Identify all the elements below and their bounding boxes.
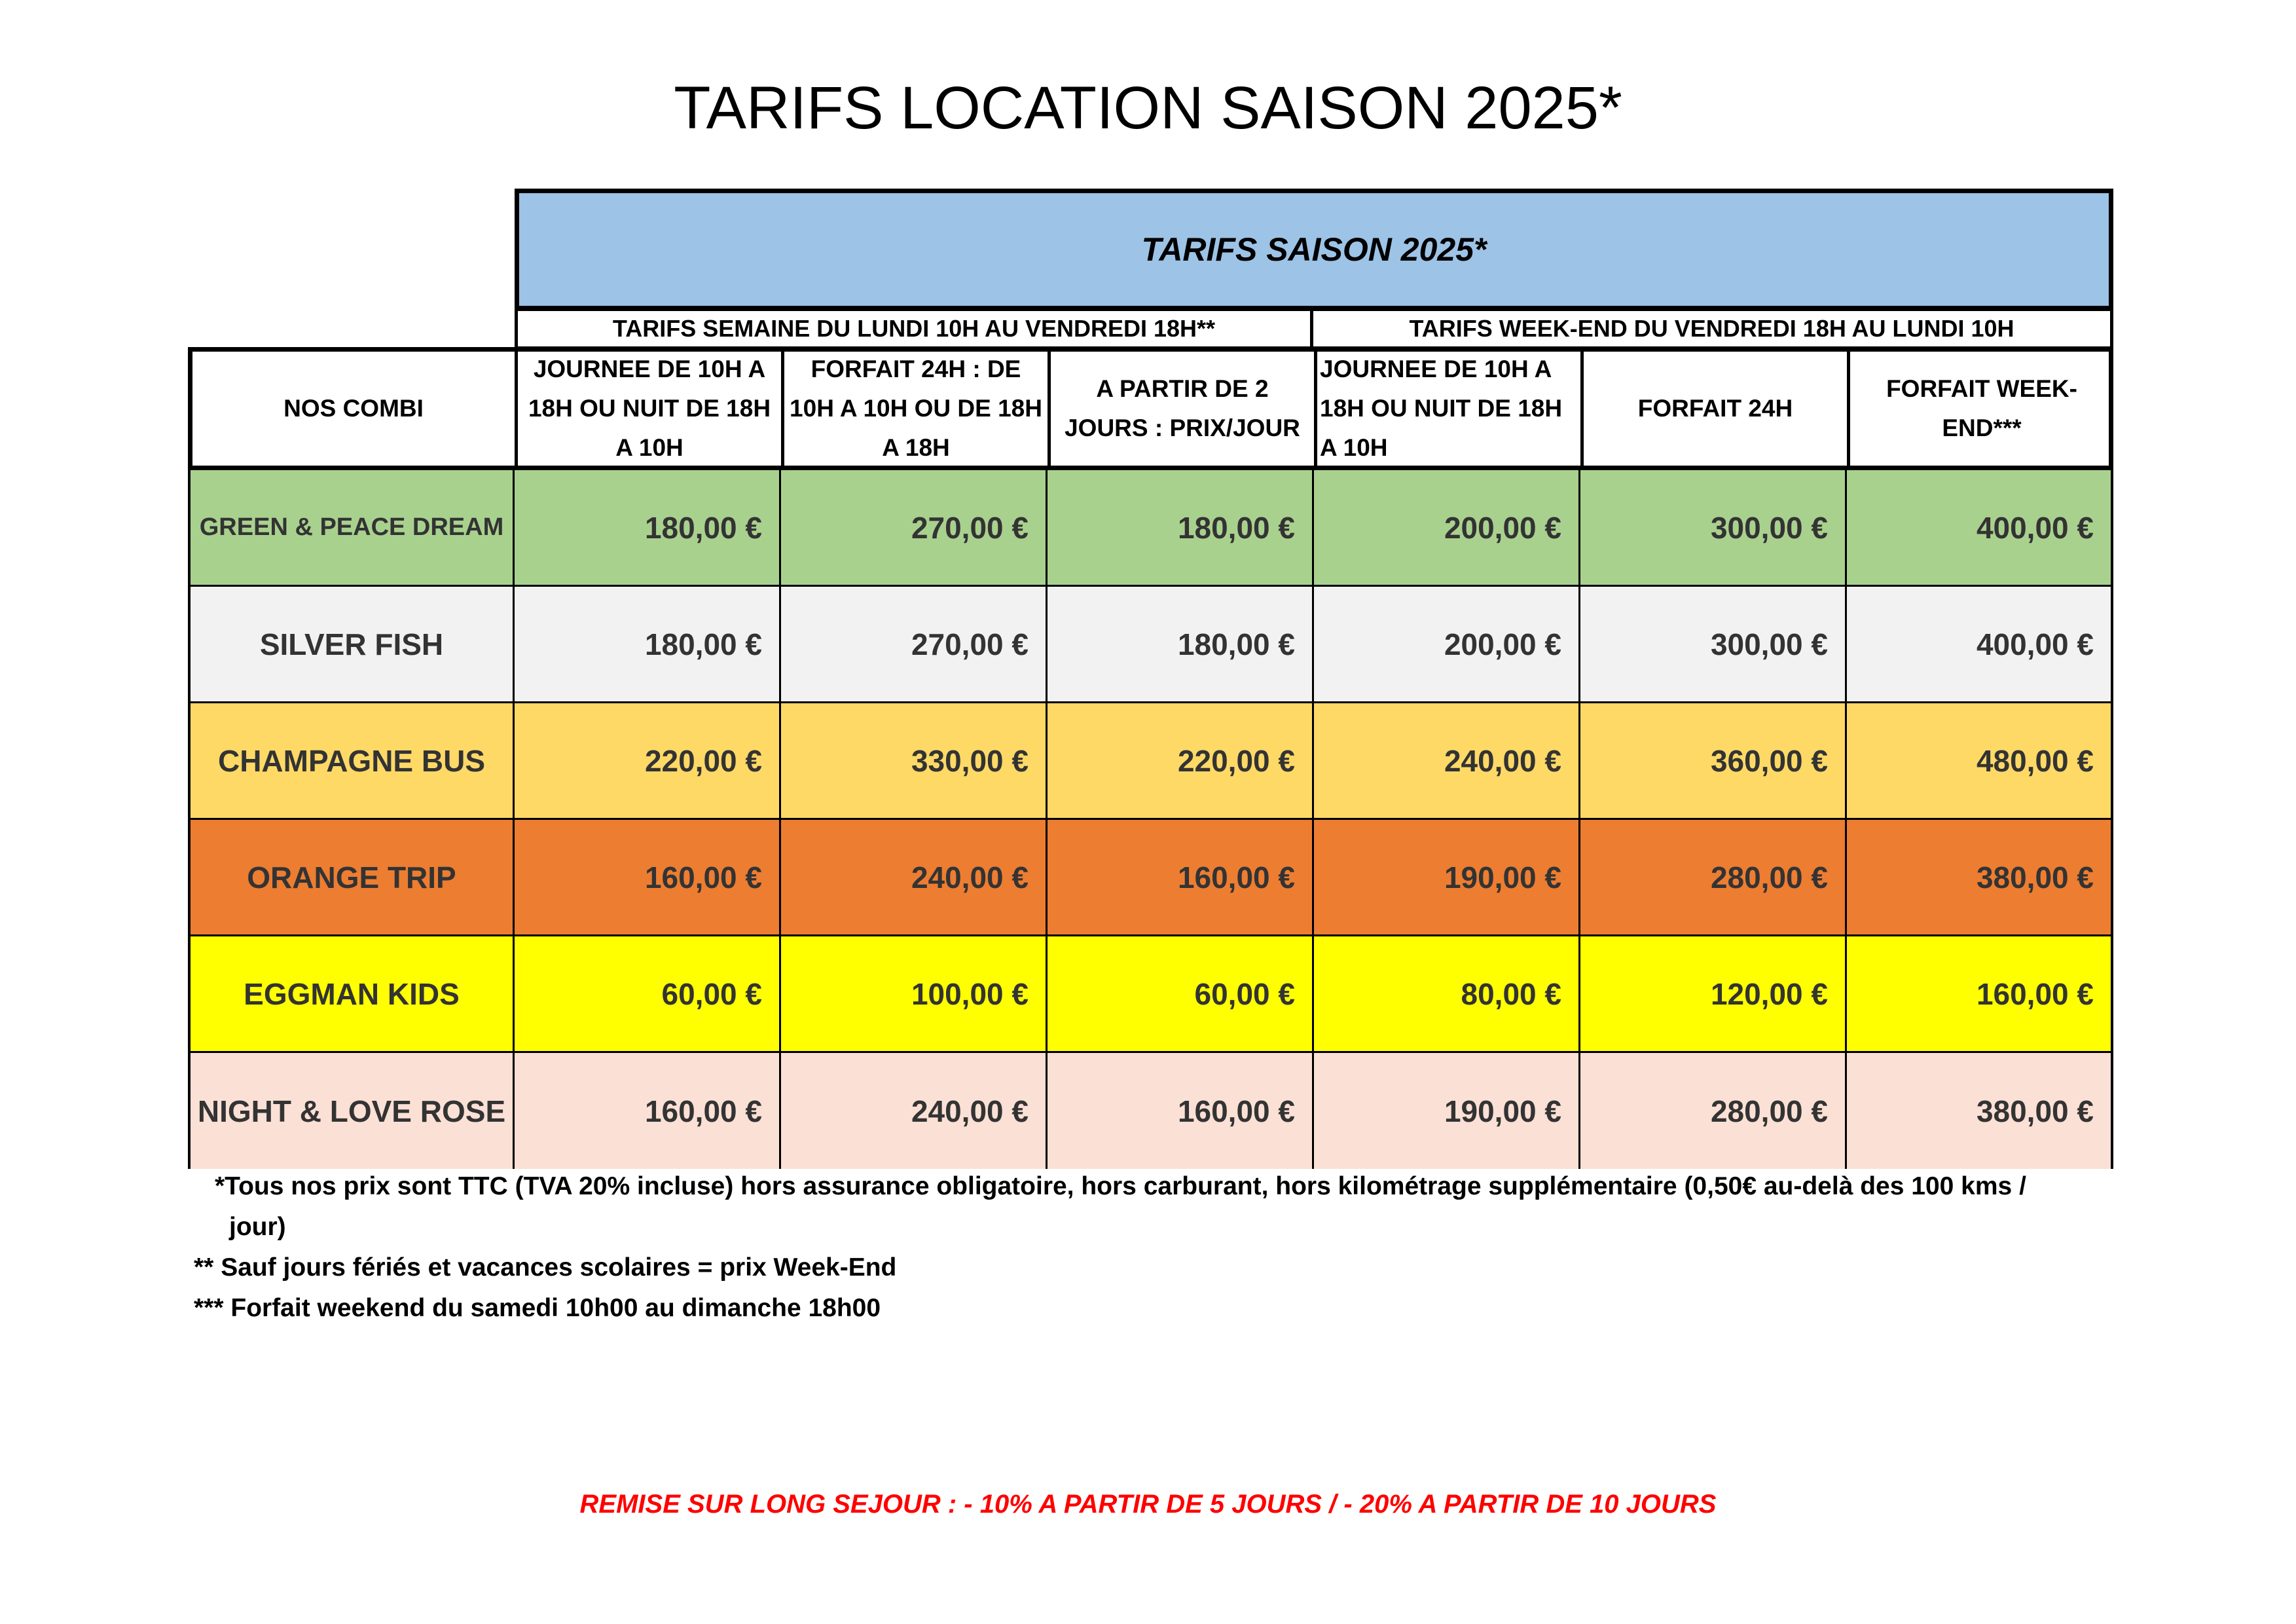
table-row: [191, 820, 2111, 936]
price-weekend-24h: 280,00 €: [1578, 820, 1845, 934]
price-weekday-day: 180,00 €: [513, 587, 779, 701]
price-weekend-forfait: 380,00 €: [1845, 820, 2111, 934]
price-table: [188, 470, 2113, 1169]
price-weekend-forfait: 400,00 €: [1845, 470, 2111, 585]
price-weekend-day: 200,00 €: [1312, 470, 1578, 585]
price-weekday-multi: 180,00 €: [1046, 470, 1312, 585]
price-weekend-day: 190,00 €: [1312, 820, 1578, 934]
combi-name: EGGMAN KIDS: [244, 976, 460, 1011]
column-header-weekday-day: JOURNEE DE 10H A 18H OU NUIT DE 18H A 10H: [515, 352, 781, 466]
combi-name: NIGHT & LOVE ROSE: [197, 1094, 506, 1128]
promo-banner: REMISE SUR LONG SEJOUR : - 10% A PARTIR DE 5 JOURS / - 20% A PARTIR DE 10 JOURS: [579, 1490, 1717, 1519]
price-weekday-24h: 270,00 €: [779, 470, 1046, 585]
price-weekday-multi: 220,00 €: [1046, 703, 1312, 818]
price-weekday-multi: 160,00 €: [1046, 1053, 1312, 1169]
price-weekend-forfait: 400,00 €: [1845, 587, 2111, 701]
combi-name: GREEN & PEACE DREAM: [199, 513, 504, 541]
page-title: TARIFS LOCATION SAISON 2025*: [674, 75, 1622, 141]
price-weekend-forfait: 380,00 €: [1845, 1053, 2111, 1169]
price-weekday-day: 60,00 €: [513, 936, 779, 1051]
price-weekend-day: 200,00 €: [1312, 587, 1578, 701]
price-weekday-multi: 160,00 €: [1046, 820, 1312, 934]
price-weekday-24h: 330,00 €: [779, 703, 1046, 818]
weekday-group-header: TARIFS SEMAINE DU LUNDI 10H AU VENDREDI 18H**: [515, 308, 1313, 350]
column-header-weekend-24h: FORFAIT 24H: [1580, 352, 1847, 466]
column-header-weekday-multi: A PARTIR DE 2 JOURS : PRIX/JOUR: [1048, 352, 1314, 466]
price-weekend-forfait: 160,00 €: [1845, 936, 2111, 1051]
table-row: [191, 587, 2111, 703]
column-header-weekday-24h: FORFAIT 24H : DE 10H A 10H OU DE 18H A 18H: [781, 352, 1048, 466]
table-row: [191, 470, 2111, 587]
price-weekday-day: 160,00 €: [513, 1053, 779, 1169]
combi-name: SILVER FISH: [259, 627, 444, 661]
price-weekend-day: 240,00 €: [1312, 703, 1578, 818]
weekend-group-header: TARIFS WEEK-END DU VENDREDI 18H AU LUNDI 10H: [1310, 308, 2113, 350]
price-weekend-24h: 360,00 €: [1578, 703, 1845, 818]
price-weekend-24h: 120,00 €: [1578, 936, 1845, 1051]
price-weekday-day: 180,00 €: [513, 470, 779, 585]
price-weekday-day: 220,00 €: [513, 703, 779, 818]
table-row: [191, 936, 2111, 1053]
price-weekday-multi: 180,00 €: [1046, 587, 1312, 701]
column-header-combi: NOS COMBI: [283, 395, 424, 422]
price-weekday-24h: 270,00 €: [779, 587, 1046, 701]
price-weekend-day: 190,00 €: [1312, 1053, 1578, 1169]
table-row: [191, 1053, 2111, 1169]
price-weekday-24h: 100,00 €: [779, 936, 1046, 1051]
price-weekday-24h: 240,00 €: [779, 820, 1046, 934]
footnote-2: ** Sauf jours fériés et vacances scolaires = prix Week-End: [194, 1253, 897, 1282]
price-weekend-24h: 300,00 €: [1578, 587, 1845, 701]
column-header-weekend-day: JOURNEE DE 10H A 18H OU NUIT DE 18H A 10H: [1314, 352, 1580, 466]
table-main-header: TARIFS SAISON 2025*: [515, 189, 2113, 310]
footnote-1-line-2: jour): [229, 1213, 286, 1241]
price-weekend-24h: 300,00 €: [1578, 470, 1845, 585]
footnote-1-line-1: *Tous nos prix sont TTC (TVA 20% incluse) hors assurance obligatoire, hors carburant, hors kilométrage supplémentaire (0,50€ au-delà des 100 kms /: [215, 1172, 2026, 1200]
price-weekend-forfait: 480,00 €: [1845, 703, 2111, 818]
combi-name: CHAMPAGNE BUS: [217, 743, 486, 778]
price-weekday-24h: 240,00 €: [779, 1053, 1046, 1169]
column-header-row: [188, 347, 2113, 470]
table-row: [191, 703, 2111, 820]
price-weekday-day: 160,00 €: [513, 820, 779, 934]
combi-name: ORANGE TRIP: [247, 860, 456, 895]
price-weekend-day: 80,00 €: [1312, 936, 1578, 1051]
price-weekend-24h: 280,00 €: [1578, 1053, 1845, 1169]
column-header-weekend-forfait: FORFAIT WEEK-END***: [1847, 352, 2113, 466]
price-weekday-multi: 60,00 €: [1046, 936, 1312, 1051]
footnote-3: *** Forfait weekend du samedi 10h00 au dimanche 18h00: [194, 1294, 881, 1322]
